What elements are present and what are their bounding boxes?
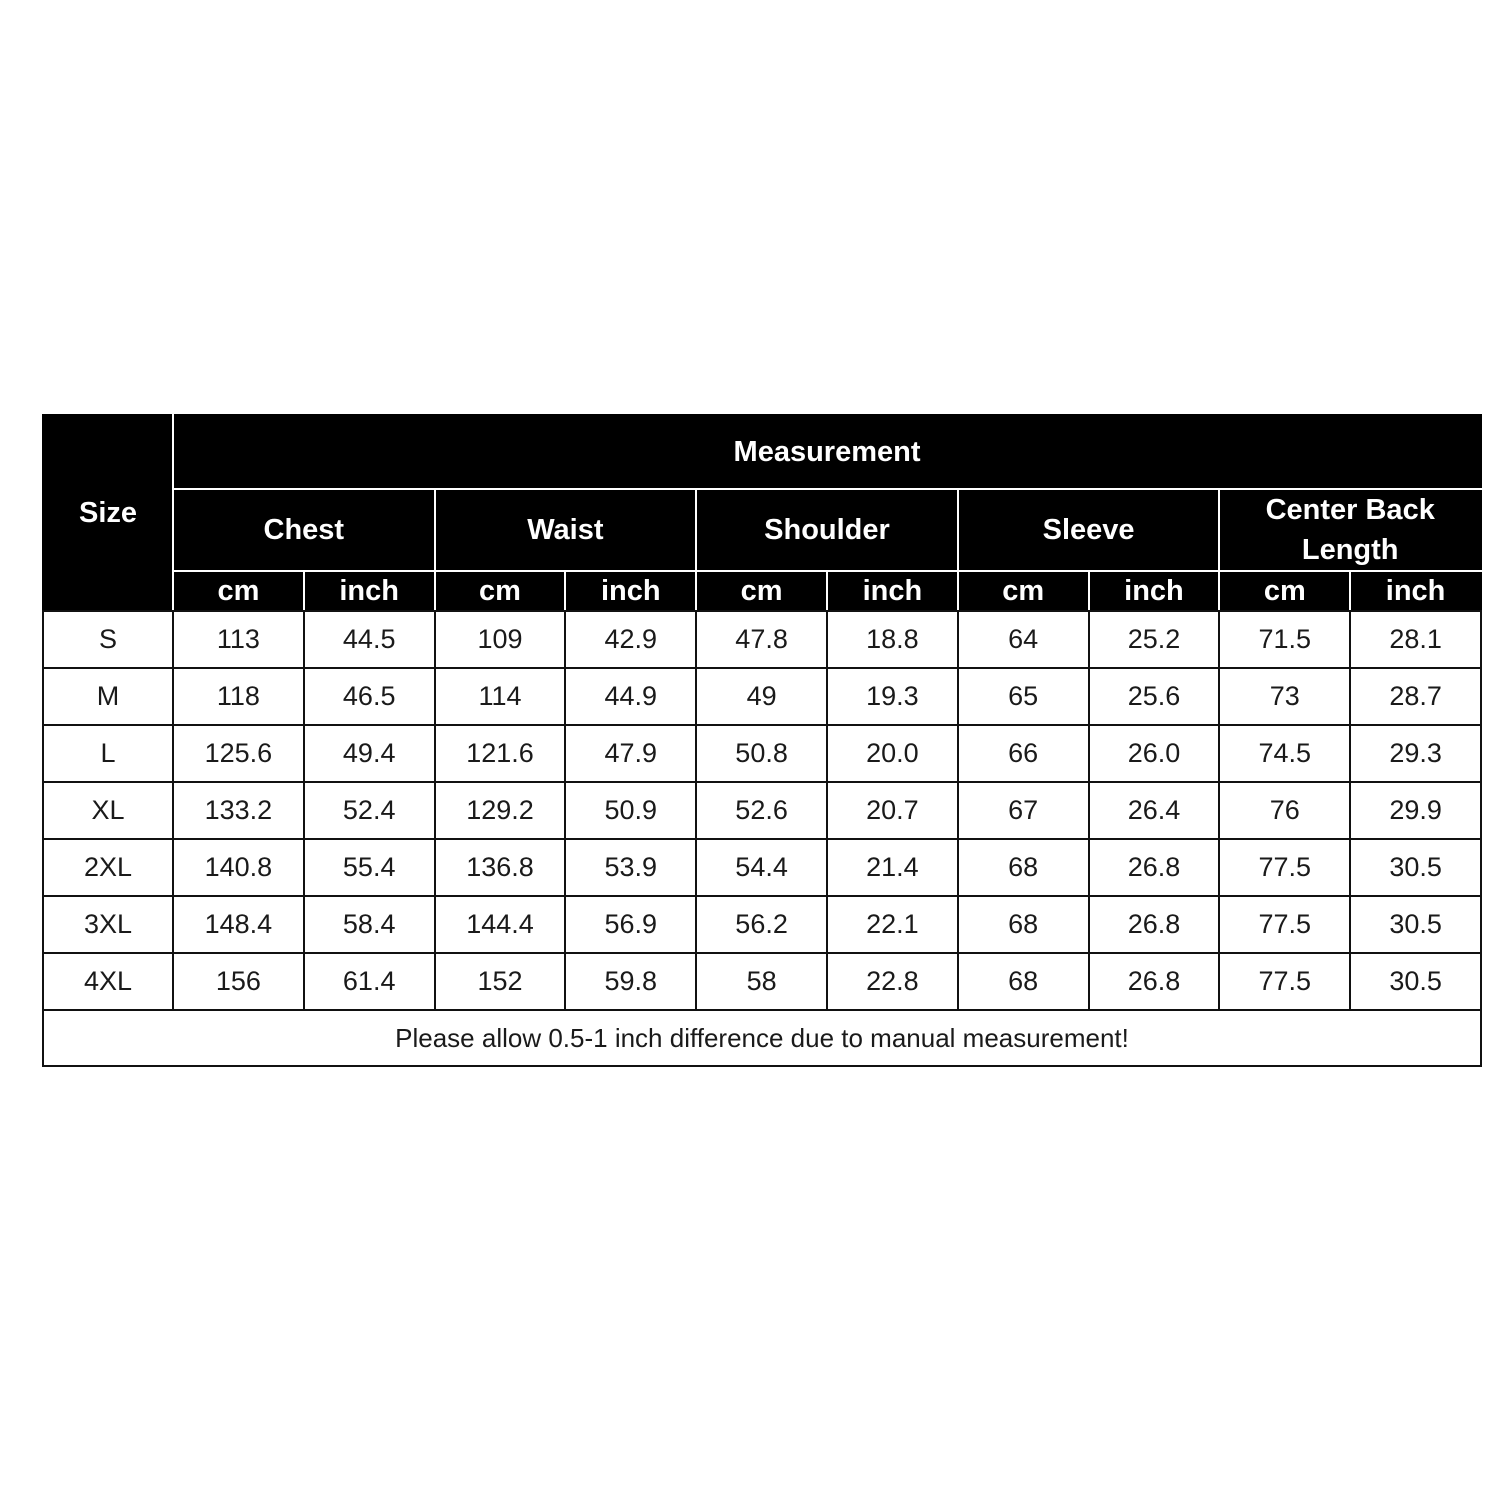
chest-cm-cell: 118 (173, 668, 304, 725)
chest-inch-cell: 44.5 (304, 611, 435, 668)
center-back-length-cm-cell: 76 (1219, 782, 1350, 839)
chest-cm-cell: 125.6 (173, 725, 304, 782)
center-back-length-header: Center Back Length (1219, 489, 1481, 571)
center-back-length-cm-cell: 77.5 (1219, 839, 1350, 896)
shoulder-cm-cell: 47.8 (696, 611, 827, 668)
size-cell: 4XL (43, 953, 173, 1010)
sleeve-inch-cell: 25.6 (1089, 668, 1220, 725)
center-back-length-inch-cell: 28.1 (1350, 611, 1481, 668)
shoulder-inch-cell: 20.0 (827, 725, 958, 782)
waist-inch-cell: 50.9 (565, 782, 696, 839)
shoulder-cm-cell: 54.4 (696, 839, 827, 896)
sleeve-cm-cell: 68 (958, 896, 1089, 953)
sleeve-inch-cell: 26.8 (1089, 839, 1220, 896)
center-back-length-cm-header: cm (1219, 571, 1350, 611)
size-chart-header (43, 415, 1481, 611)
table-row (43, 782, 1481, 839)
waist-cm-cell: 144.4 (435, 896, 566, 953)
shoulder-cm-cell: 58 (696, 953, 827, 1010)
table-row (43, 668, 1481, 725)
measurement-header: Measurement (173, 415, 1481, 489)
size-chart-footer (43, 1010, 1481, 1066)
sleeve-cm-cell: 65 (958, 668, 1089, 725)
waist-header: Waist (435, 489, 697, 571)
sleeve-header: Sleeve (958, 489, 1220, 571)
size-cell: 3XL (43, 896, 173, 953)
size-chart-table (42, 414, 1482, 1067)
chest-cm-cell: 156 (173, 953, 304, 1010)
size-column-header: Size (43, 415, 173, 611)
table-row (43, 896, 1481, 953)
center-back-length-inch-cell: 28.7 (1350, 668, 1481, 725)
center-back-length-inch-cell: 29.3 (1350, 725, 1481, 782)
shoulder-inch-cell: 22.1 (827, 896, 958, 953)
center-back-length-cm-cell: 73 (1219, 668, 1350, 725)
center-back-length-inch-cell: 29.9 (1350, 782, 1481, 839)
chest-inch-cell: 55.4 (304, 839, 435, 896)
center-back-length-inch-cell: 30.5 (1350, 896, 1481, 953)
sleeve-inch-cell: 25.2 (1089, 611, 1220, 668)
sleeve-cm-cell: 68 (958, 839, 1089, 896)
shoulder-inch-cell: 19.3 (827, 668, 958, 725)
waist-cm-cell: 152 (435, 953, 566, 1010)
sleeve-inch-cell: 26.4 (1089, 782, 1220, 839)
waist-cm-cell: 129.2 (435, 782, 566, 839)
sleeve-inch-cell: 26.8 (1089, 896, 1220, 953)
waist-cm-cell: 109 (435, 611, 566, 668)
shoulder-cm-cell: 50.8 (696, 725, 827, 782)
chest-cm-cell: 113 (173, 611, 304, 668)
header-row-measurement (43, 415, 1481, 489)
chest-inch-cell: 52.4 (304, 782, 435, 839)
measurement-note: Please allow 0.5-1 inch difference due to manual measurement! (43, 1010, 1481, 1066)
sleeve-cm-cell: 66 (958, 725, 1089, 782)
sleeve-inch-cell: 26.0 (1089, 725, 1220, 782)
shoulder-inch-cell: 22.8 (827, 953, 958, 1010)
size-cell: XL (43, 782, 173, 839)
chest-inch-cell: 61.4 (304, 953, 435, 1010)
sleeve-cm-cell: 68 (958, 953, 1089, 1010)
size-cell: S (43, 611, 173, 668)
table-row (43, 839, 1481, 896)
center-back-length-inch-cell: 30.5 (1350, 953, 1481, 1010)
waist-inch-header: inch (565, 571, 696, 611)
header-row-units (43, 571, 1481, 611)
size-cell: L (43, 725, 173, 782)
chest-cm-header: cm (173, 571, 304, 611)
waist-inch-cell: 44.9 (565, 668, 696, 725)
sleeve-inch-cell: 26.8 (1089, 953, 1220, 1010)
center-back-length-cm-cell: 77.5 (1219, 896, 1350, 953)
note-row (43, 1010, 1481, 1066)
table-row (43, 725, 1481, 782)
shoulder-inch-cell: 21.4 (827, 839, 958, 896)
shoulder-cm-cell: 52.6 (696, 782, 827, 839)
shoulder-cm-cell: 56.2 (696, 896, 827, 953)
center-back-length-inch-cell: 30.5 (1350, 839, 1481, 896)
center-back-length-cm-cell: 74.5 (1219, 725, 1350, 782)
center-back-length-cm-cell: 77.5 (1219, 953, 1350, 1010)
shoulder-cm-header: cm (696, 571, 827, 611)
size-cell: 2XL (43, 839, 173, 896)
waist-cm-header: cm (435, 571, 566, 611)
table-row (43, 611, 1481, 668)
waist-inch-cell: 59.8 (565, 953, 696, 1010)
center-back-length-cm-cell: 71.5 (1219, 611, 1350, 668)
chest-inch-header: inch (304, 571, 435, 611)
sleeve-inch-header: inch (1089, 571, 1220, 611)
waist-cm-cell: 121.6 (435, 725, 566, 782)
waist-inch-cell: 53.9 (565, 839, 696, 896)
chest-inch-cell: 49.4 (304, 725, 435, 782)
waist-cm-cell: 114 (435, 668, 566, 725)
chest-inch-cell: 46.5 (304, 668, 435, 725)
table-row (43, 953, 1481, 1010)
chest-inch-cell: 58.4 (304, 896, 435, 953)
sleeve-cm-header: cm (958, 571, 1089, 611)
sleeve-cm-cell: 67 (958, 782, 1089, 839)
header-row-measures (43, 489, 1481, 571)
shoulder-inch-cell: 20.7 (827, 782, 958, 839)
waist-inch-cell: 42.9 (565, 611, 696, 668)
waist-inch-cell: 56.9 (565, 896, 696, 953)
shoulder-header: Shoulder (696, 489, 958, 571)
chest-cm-cell: 133.2 (173, 782, 304, 839)
waist-inch-cell: 47.9 (565, 725, 696, 782)
size-cell: M (43, 668, 173, 725)
shoulder-inch-cell: 18.8 (827, 611, 958, 668)
chest-cm-cell: 148.4 (173, 896, 304, 953)
shoulder-inch-header: inch (827, 571, 958, 611)
chest-header: Chest (173, 489, 435, 571)
waist-cm-cell: 136.8 (435, 839, 566, 896)
chest-cm-cell: 140.8 (173, 839, 304, 896)
center-back-length-inch-header: inch (1350, 571, 1481, 611)
shoulder-cm-cell: 49 (696, 668, 827, 725)
size-chart-body (43, 611, 1481, 1010)
sleeve-cm-cell: 64 (958, 611, 1089, 668)
